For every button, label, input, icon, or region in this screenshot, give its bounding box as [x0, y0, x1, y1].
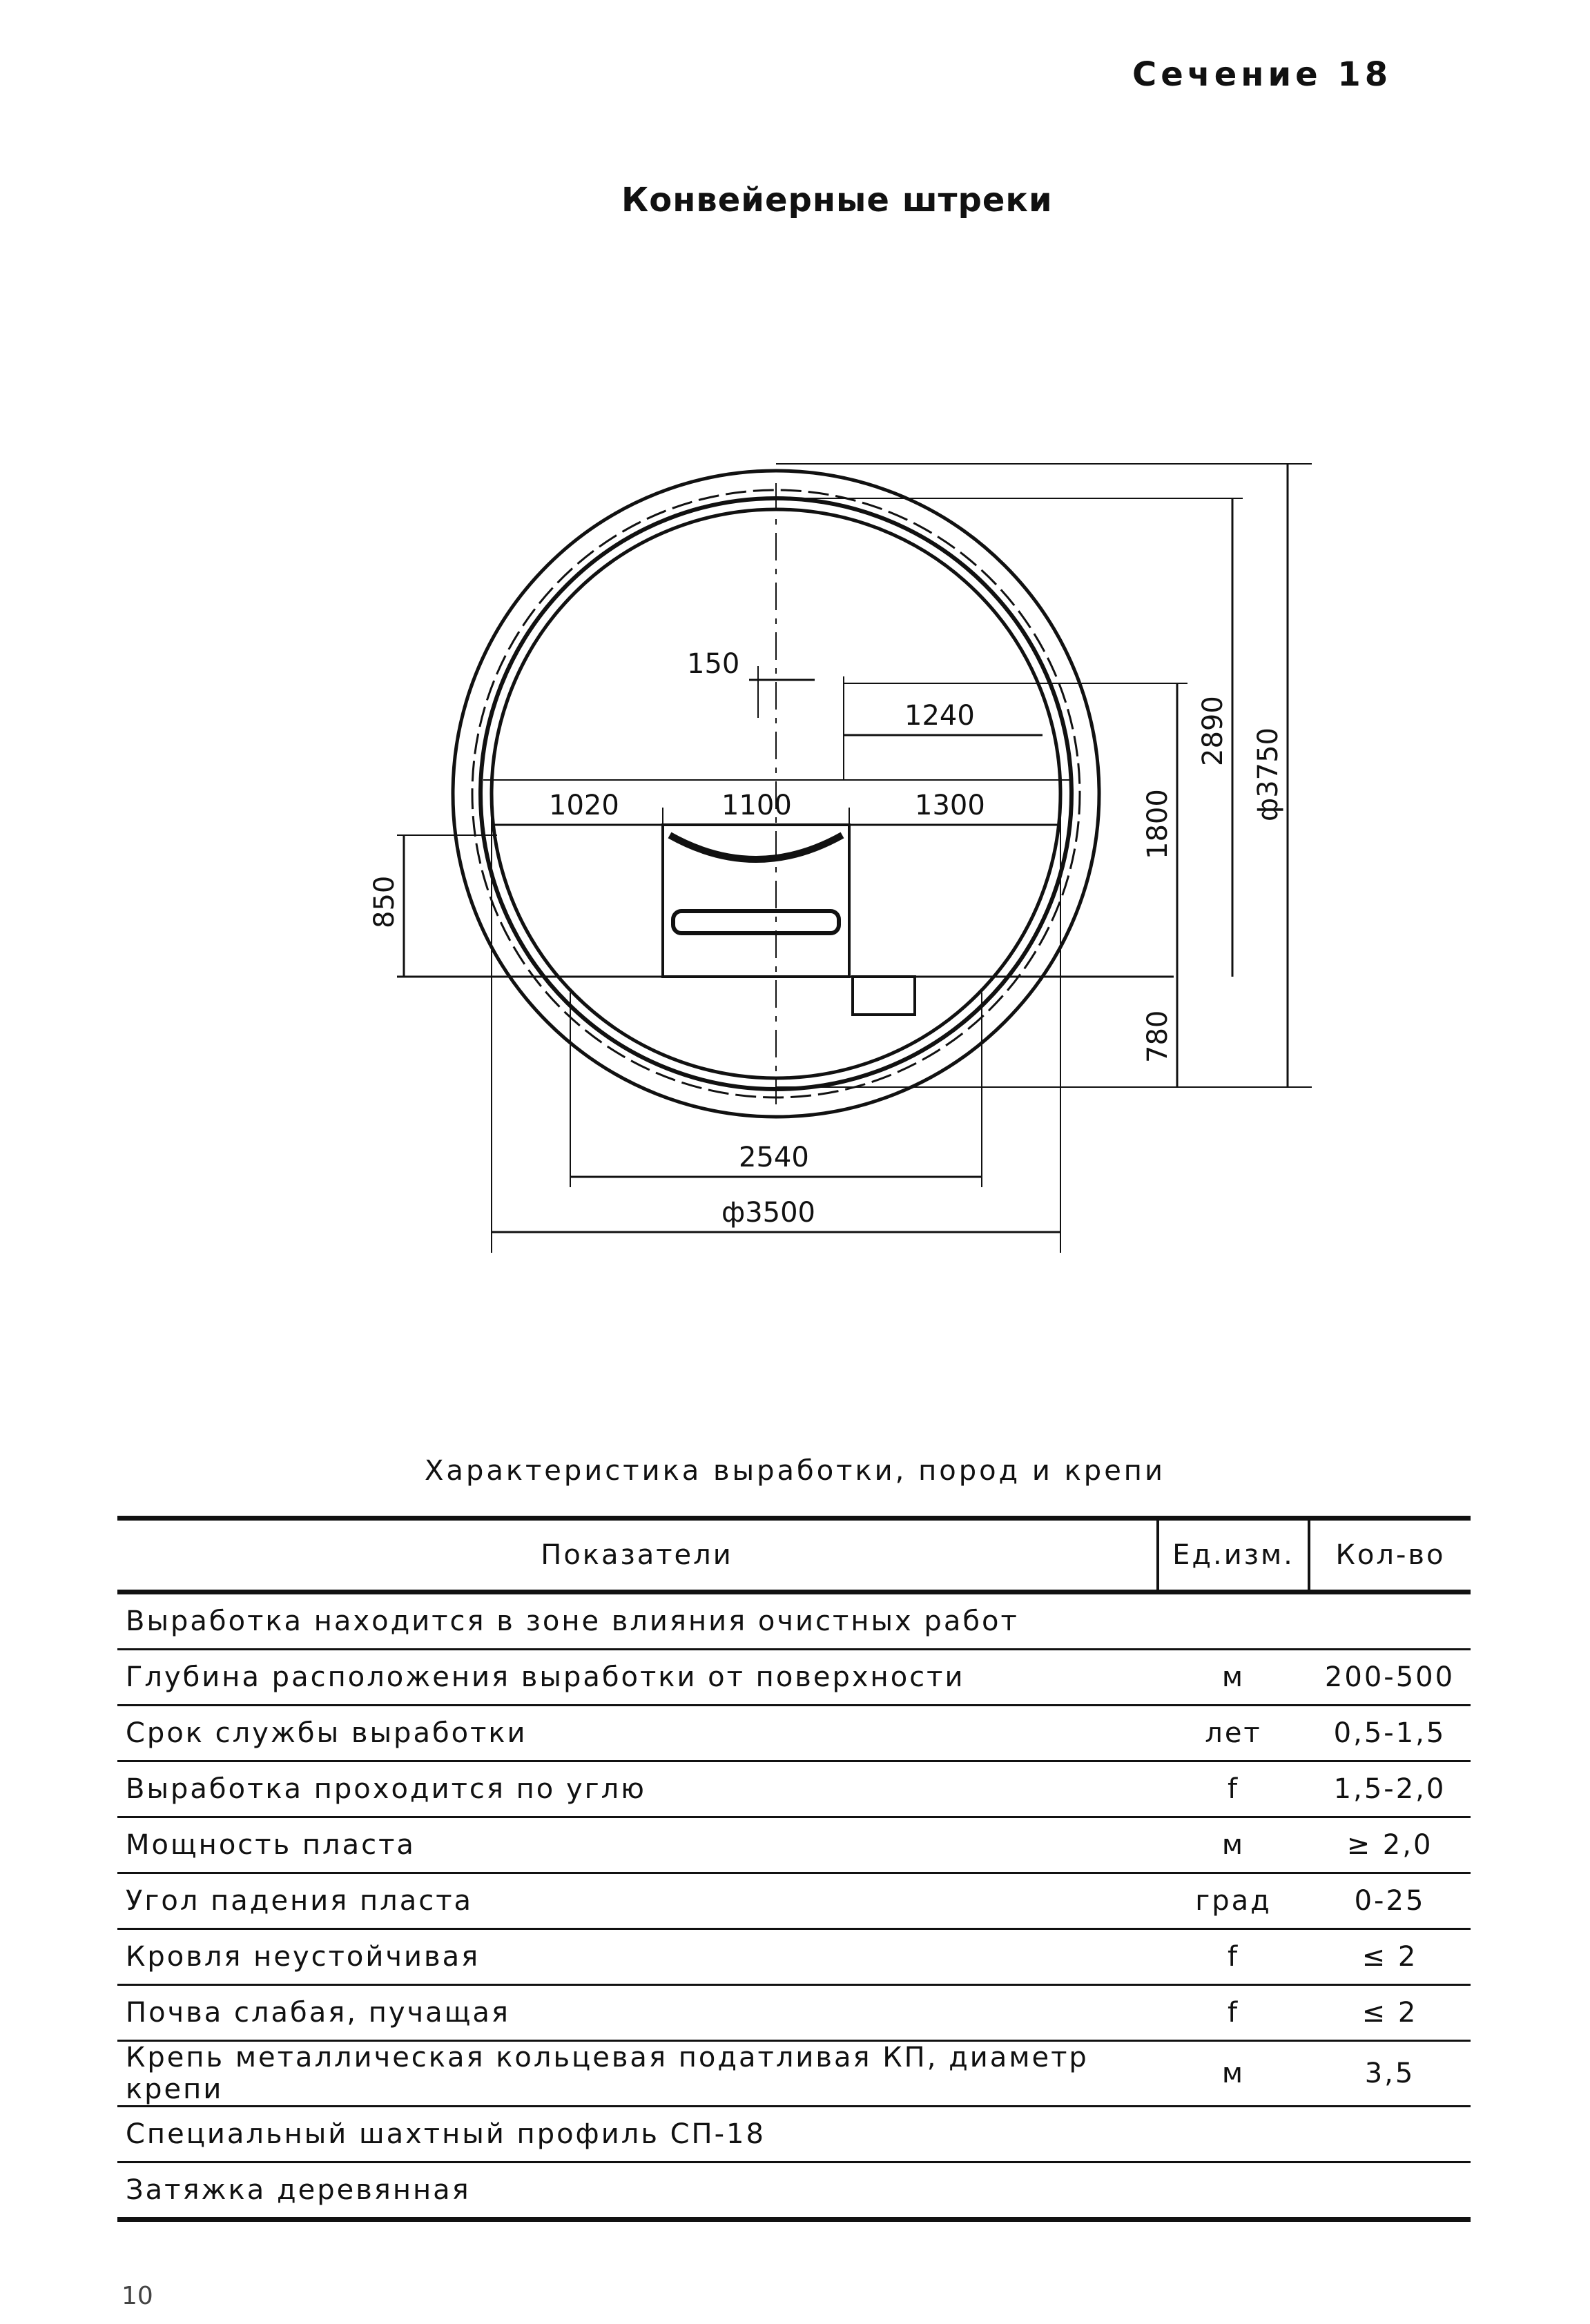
- row-name: Глубина расположения выработки от поверхности: [117, 1650, 1158, 1706]
- row-name: Затяжка деревянная: [117, 2162, 1158, 2220]
- table-row: [117, 1592, 1471, 1650]
- header-unit: Ед.изм.: [1158, 1519, 1309, 1592]
- row-value: 3,5: [1309, 2041, 1471, 2107]
- row-name: Кровля неустойчивая: [117, 1929, 1158, 1985]
- row-name: Выработка проходится по углю: [117, 1761, 1158, 1817]
- header-name: Показатели: [117, 1519, 1158, 1592]
- drain-channel: [853, 977, 915, 1015]
- row-unit: лет: [1158, 1706, 1309, 1761]
- row-value: 200-500: [1309, 1650, 1471, 1706]
- table-row: [117, 1929, 1471, 1985]
- row-unit: f: [1158, 1761, 1309, 1817]
- section-label: Сечение 18: [1132, 55, 1393, 94]
- row-value: [1309, 1592, 1471, 1650]
- row-unit: м: [1158, 1817, 1309, 1873]
- row-name: Угол падения пласта: [117, 1873, 1158, 1929]
- row-value: ≤ 2: [1309, 1985, 1471, 2041]
- row-value: [1309, 2107, 1471, 2162]
- table-row: [117, 2162, 1471, 2220]
- row-value: ≤ 2: [1309, 1929, 1471, 1985]
- row-unit: [1158, 2107, 1309, 2162]
- header-value: Кол-во: [1309, 1519, 1471, 1592]
- dim-1100: 1100: [721, 790, 792, 821]
- row-unit: м: [1158, 2041, 1309, 2107]
- table-row: [117, 1761, 1471, 1817]
- dim-1020: 1020: [549, 790, 619, 821]
- dim-150: 150: [687, 648, 740, 680]
- row-unit: [1158, 2162, 1309, 2220]
- conveyor-belt: [670, 835, 842, 859]
- row-name: Почва слабая, пучащая: [117, 1985, 1158, 2041]
- row-name: Специальный шахтный профиль СП-18: [117, 2107, 1158, 2162]
- dim-1800: 1800: [1142, 789, 1174, 859]
- characteristics-table: [117, 1516, 1471, 2222]
- row-name: Выработка находится в зоне влияния очистных работ: [117, 1592, 1158, 1650]
- dim-850: 850: [369, 875, 400, 928]
- dim-2540: 2540: [739, 1142, 809, 1173]
- conveyor-lower-belt: [673, 911, 839, 933]
- dim-3750: ф3750: [1252, 728, 1284, 821]
- row-value: 0-25: [1309, 1873, 1471, 1929]
- row-name: Крепь металлическая кольцевая податливая КП, диаметр крепи: [117, 2041, 1158, 2107]
- row-value: [1309, 2162, 1471, 2220]
- row-name: Мощность пласта: [117, 1817, 1158, 1873]
- row-unit: f: [1158, 1929, 1309, 1985]
- table-row: [117, 1706, 1471, 1761]
- table-row: [117, 2041, 1471, 2107]
- row-unit: м: [1158, 1650, 1309, 1706]
- dim-2890: 2890: [1197, 696, 1229, 766]
- row-value: 0,5-1,5: [1309, 1706, 1471, 1761]
- row-unit: f: [1158, 1985, 1309, 2041]
- row-unit: [1158, 1592, 1309, 1650]
- table-row: [117, 2107, 1471, 2162]
- drawing-title: Конвейерные штреки: [621, 181, 1053, 219]
- page-number: 10: [122, 2282, 153, 2310]
- row-value: ≥ 2,0: [1309, 1817, 1471, 1873]
- dim-3500: ф3500: [721, 1197, 815, 1229]
- table-row: [117, 1650, 1471, 1706]
- dim-1240: 1240: [904, 700, 975, 732]
- table-caption: Характеристика выработки, пород и крепи: [425, 1455, 1165, 1487]
- row-unit: град: [1158, 1873, 1309, 1929]
- row-name: Срок службы выработки: [117, 1706, 1158, 1761]
- table-row: [117, 1985, 1471, 2041]
- dim-1300: 1300: [915, 790, 985, 821]
- table-row: [117, 1817, 1471, 1873]
- dim-780: 780: [1142, 1010, 1174, 1063]
- row-value: 1,5-2,0: [1309, 1761, 1471, 1817]
- table-header-row: [117, 1519, 1471, 1592]
- table-row: [117, 1873, 1471, 1929]
